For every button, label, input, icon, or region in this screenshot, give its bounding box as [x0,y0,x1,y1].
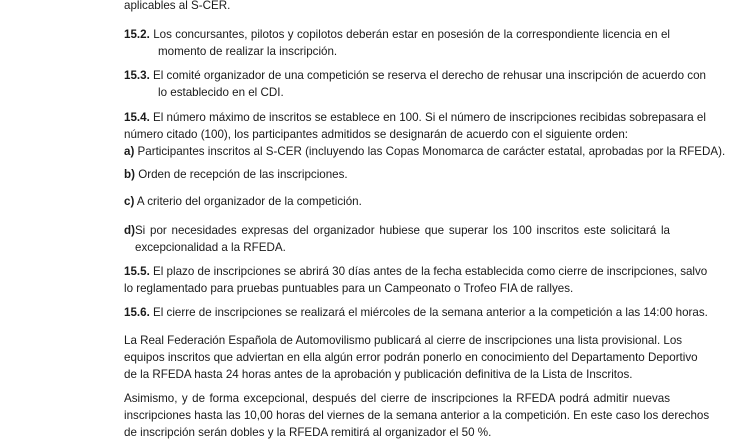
paragraph-lista-provisional [124,332,698,383]
section-number: 15.4. [124,111,150,124]
section-text-cont: lo reglamentado para pruebas puntuables para un Campeonato o Trofeo FIA de rallyes. [124,282,574,295]
paragraph-line: Asimismo, y de forma excepcional, después del cierre de inscripciones la RFEDA podrá admitir nuevas [124,392,670,405]
list-text-cont: excepcionalidad a la RFEDA. [135,241,286,254]
section-text-cont: lo establecido en el CDI. [158,86,284,99]
section-text: El cierre de inscripciones se realizará el miércoles de la semana anterior a la competición a las 14:00 horas. [153,306,708,319]
list-text: Orden de recepción de las inscripciones. [138,168,348,181]
section-text-cont: momento de realizar la inscripción. [158,45,338,58]
list-item-d [124,222,670,256]
section-15-5 [124,263,708,297]
list-text: A criterio del organizador de la competición. [136,195,362,208]
list-marker: a) [124,145,135,158]
section-text: El plazo de inscripciones se abrirá 30 días antes de la fecha establecida como cierre de inscripciones, salvo [153,265,708,278]
intro-tail [124,0,670,14]
section-text: Los concursantes, pilotos y copilotos deberán estar en posesión de la correspondiente licencia en el [153,28,670,41]
list-marker: d) [124,224,135,237]
list-item-c [124,193,670,210]
paragraph-line: de la RFEDA hasta 24 horas antes de la aprobación y publicación definitiva de la Lista de Inscritos. [124,368,633,381]
section-15-2 [124,26,670,60]
section-text: El número máximo de inscritos se establece en 100. Si el número de inscripciones recibidas sobrepasara el [153,111,706,124]
list-item-b [124,166,670,183]
paragraph-line: La Real Federación Española de Automovilismo publicará al cierre de inscripciones una lista provisional. Los [124,334,683,347]
list-item-a [124,143,726,160]
intro-tail-text: aplicables al S-CER. [124,0,231,12]
list-marker: c) [124,195,135,208]
paragraph-line: equipos inscritos que adviertan en ella algún error podrán ponerlo en conocimiento del Departamento Deportivo [124,351,698,364]
section-15-3 [124,67,706,101]
section-text-cont: número citado (100), los participantes admitidos se designarán de acuerdo con el siguiente orden: [124,128,628,141]
list-marker: b) [124,168,135,181]
paragraph-excepcional [124,390,710,441]
paragraph-line: inscripciones hasta las 10,00 horas del viernes de la semana anterior a la competición. En este caso los derechos [124,409,710,422]
section-number: 15.3. [124,69,150,82]
list-text: Participantes inscritos al S-CER (incluyendo las Copas Monomarca de carácter estatal, aprobadas por la RFEDA). [137,145,726,158]
section-number: 15.6. [124,306,150,319]
section-15-6 [124,304,708,321]
section-number: 15.2. [124,28,150,41]
list-text: Si por necesidades expresas del organizador hubiese que superar los 100 inscritos este solicitará la [134,224,670,237]
section-15-4 [124,109,726,160]
paragraph-line: de inscripción serán dobles y la RFEDA remitirá al organizador el 50 %. [124,426,492,439]
section-number: 15.5. [124,265,150,278]
section-text: El comité organizador de una competición se reserva el derecho de rehusar una inscripción de acuerdo con [153,69,706,82]
